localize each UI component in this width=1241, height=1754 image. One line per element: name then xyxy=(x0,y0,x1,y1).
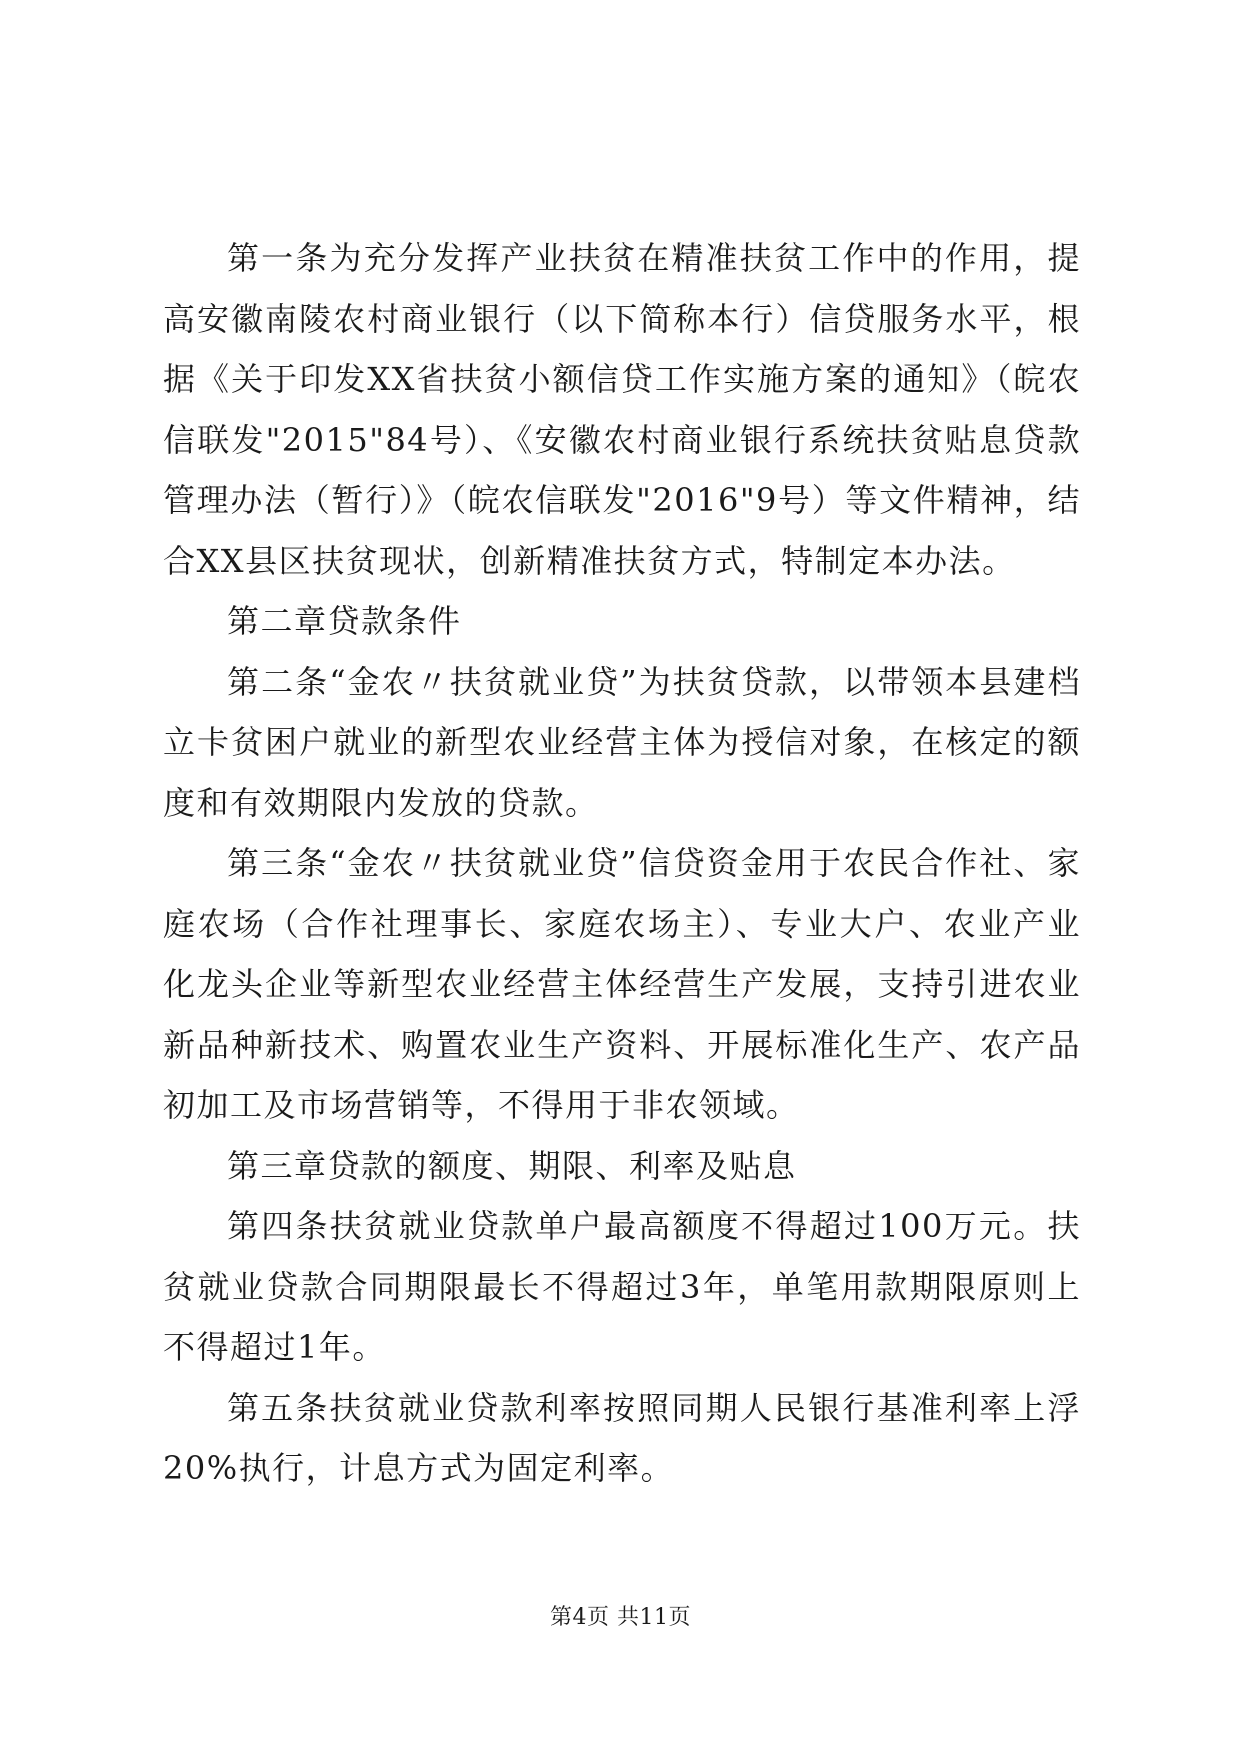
paragraph-article-1: 第一条为充分发挥产业扶贫在精准扶贫工作中的作用，提高安徽南陵农村商业银行（以下简称本行）信贷服务水平，根据《关于印发XX省扶贫小额信贷工作实施方案的通知》（皖农信联发"2015"84号）、《安徽农村商业银行系统扶贫贴息贷款管理办法（暂行）》（皖农信联发"2016"9号）等文件精神，结合XX县区扶贫现状，创新精准扶贫方式，特制定本办法。 xyxy=(163,239,1081,580)
footer-page-number: 4 xyxy=(572,1605,587,1630)
document-body xyxy=(163,228,1081,1499)
paragraph-article-4: 第四条扶贫就业贷款单户最高额度不得超过100万元。扶贫就业贷款合同期限最长不得超过3年，单笔用款期限原则上不得超过1年。 xyxy=(163,1207,1081,1366)
footer-page-prefix: 第 xyxy=(549,1605,573,1630)
footer-page-suffix: 页 xyxy=(668,1605,692,1630)
paragraph-article-2: 第二条“金农〃扶贫就业贷”为扶贫贷款，以带领本县建档立卡贫困户就业的新型农业经营主体为授信对象，在核定的额度和有效期限内发放的贷款。 xyxy=(163,662,1081,822)
paragraph-article-3: 第三条“金农〃扶贫就业贷”信贷资金用于农民合作社、家庭农场（合作社理事长、家庭农场主）、专业大户、农业产业化龙头企业等新型农业经营主体经营生产发展，支持引进农业新品种新技术、购置农业生产资料、开展标准化生产、农产品初加工及市场营销等，不得用于非农领域。 xyxy=(163,844,1081,1124)
footer-page-mid: 页 共 xyxy=(587,1605,640,1630)
chapter-heading-2: 第二章贷款条件 xyxy=(227,602,462,640)
paragraph-article-5: 第五条扶贫就业贷款利率按照同期人民银行基准利率上浮20%执行，计息方式为固定利率。 xyxy=(163,1388,1081,1487)
page-footer xyxy=(0,1600,1241,1631)
footer-page-total: 11 xyxy=(639,1605,669,1630)
chapter-heading-3: 第三章贷款的额度、期限、利率及贴息 xyxy=(227,1146,797,1185)
